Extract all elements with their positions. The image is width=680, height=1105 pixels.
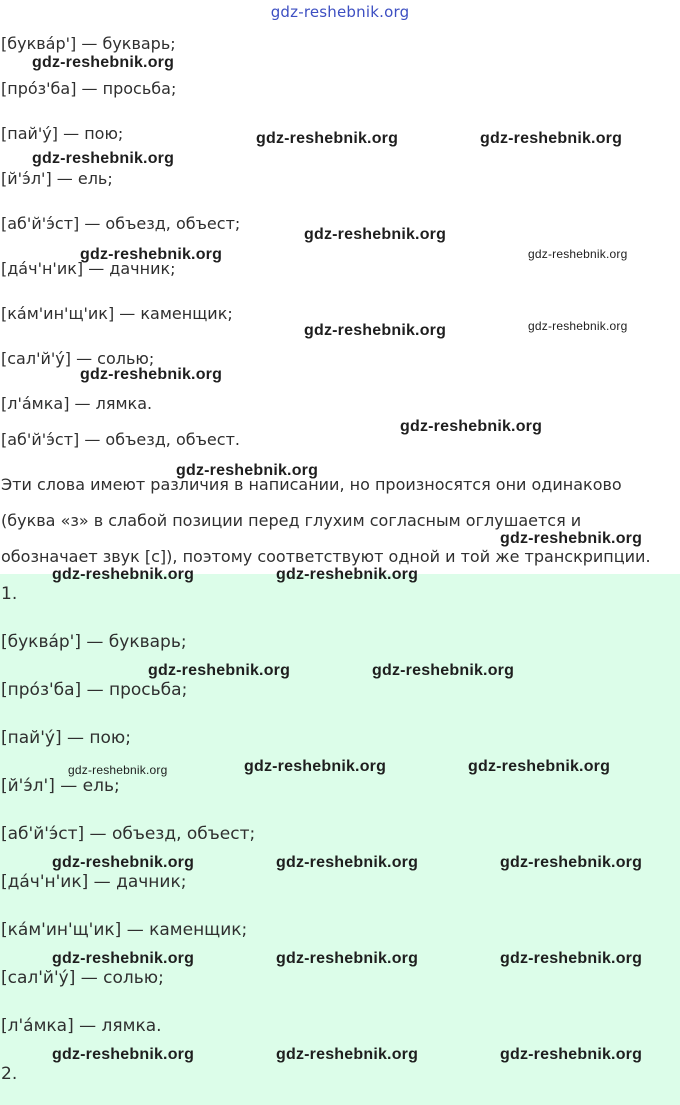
watermark: gdz-reshebnik.org: [176, 462, 319, 479]
watermark: gdz-reshebnik.org: [276, 854, 419, 871]
transcription-line: [ка́м'ин'щ'ик] — каменщик;: [1, 920, 248, 940]
watermark: gdz-reshebnik.org: [52, 854, 195, 871]
transcription-line: [ка́м'ин'щ'ик] — каменщик;: [1, 304, 233, 323]
transcription-line: [й'э́л'] — ель;: [1, 776, 120, 796]
transcription-line: [буква́р'] — букварь;: [1, 34, 176, 53]
watermark: gdz-reshebnik.org: [304, 322, 447, 339]
watermark: gdz-reshebnik.org: [528, 247, 628, 261]
watermark: gdz-reshebnik.org: [304, 226, 447, 243]
watermark: gdz-reshebnik.org: [500, 950, 643, 967]
transcription-line: [л'а́мка] — лямка.: [1, 394, 153, 413]
watermark: gdz-reshebnik.org: [52, 950, 195, 967]
transcription-line: [й'э́л'] — ель;: [1, 169, 113, 188]
paragraph-line: Эти слова имеют различия в написании, но произносятся они одинаково: [1, 475, 622, 494]
transcription-line: [да́ч'н'ик] — дачник;: [1, 259, 176, 278]
watermark: gdz-reshebnik.org: [276, 950, 419, 967]
transcription-line: [аб'й'э́ст] — объезд, объест;: [1, 214, 241, 233]
item-number: 1.: [1, 584, 18, 604]
watermark: gdz-reshebnik.org: [68, 763, 168, 777]
watermark: gdz-reshebnik.org: [80, 246, 223, 263]
watermark: gdz-reshebnik.org: [528, 319, 628, 333]
watermark: gdz-reshebnik.org: [80, 366, 223, 383]
transcription-line: [буква́р'] — букварь;: [1, 632, 187, 652]
transcription-line: [про́з'ба] — просьба;: [1, 79, 177, 98]
watermark: gdz-reshebnik.org: [372, 662, 515, 679]
answer-panel: [0, 574, 680, 1105]
watermark: gdz-reshebnik.org: [500, 1046, 643, 1063]
watermark: gdz-reshebnik.org: [52, 1046, 195, 1063]
watermark: gdz-reshebnik.org: [400, 418, 543, 435]
transcription-line: [пай'у́] — пою;: [1, 728, 131, 748]
watermark: gdz-reshebnik.org: [276, 566, 419, 583]
watermark: gdz-reshebnik.org: [468, 758, 611, 775]
watermark: gdz-reshebnik.org: [32, 150, 175, 167]
transcription-line: [л'а́мка] — лямка.: [1, 1016, 162, 1036]
paragraph-line: обозначает звук [с]), поэтому соответствуют одной и той же транскрипции.: [1, 547, 651, 566]
transcription-line: [аб'й'э́ст] — объезд, объест;: [1, 824, 256, 844]
item-number: 2.: [1, 1064, 18, 1084]
watermark: gdz-reshebnik.org: [32, 54, 175, 71]
watermark: gdz-reshebnik.org: [500, 530, 643, 547]
transcription-line: [пай'у́] — пою;: [1, 124, 124, 143]
transcription-line: [сал'й'у́] — солью;: [1, 968, 164, 988]
watermark: gdz-reshebnik.org: [244, 758, 387, 775]
transcription-line: [да́ч'н'ик] — дачник;: [1, 872, 187, 892]
watermark: gdz-reshebnik.org: [52, 566, 195, 583]
watermark: gdz-reshebnik.org: [500, 854, 643, 871]
header-site-link[interactable]: gdz-reshebnik.org: [270, 3, 410, 21]
watermark: gdz-reshebnik.org: [276, 1046, 419, 1063]
watermark: gdz-reshebnik.org: [148, 662, 291, 679]
transcription-line: [про́з'ба] — просьба;: [1, 680, 188, 700]
watermark: gdz-reshebnik.org: [480, 130, 623, 147]
transcription-line: [аб'й'э́ст] — объезд, объест.: [1, 430, 240, 449]
transcription-line: [сал'й'у́] — солью;: [1, 349, 155, 368]
watermark: gdz-reshebnik.org: [256, 130, 399, 147]
paragraph-line: (буква «з» в слабой позиции перед глухим согласным оглушается и: [1, 511, 582, 530]
